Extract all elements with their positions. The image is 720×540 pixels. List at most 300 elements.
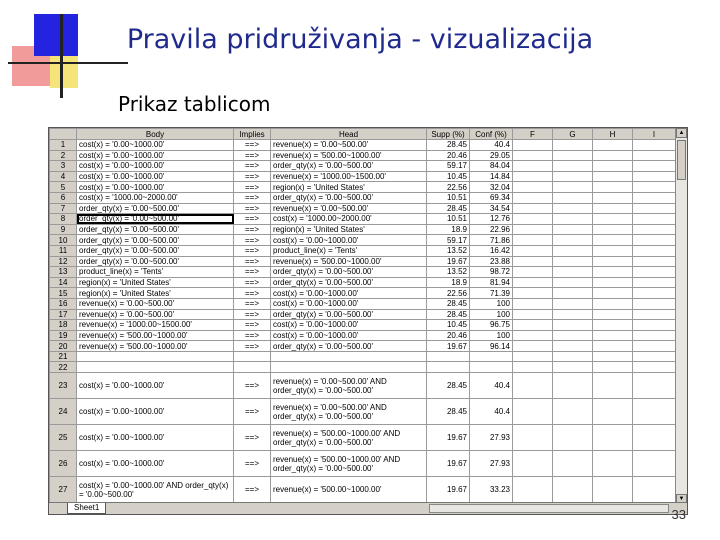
implies-cell[interactable]: ==> xyxy=(234,214,271,225)
empty-cell[interactable] xyxy=(633,298,676,309)
support-cell[interactable]: 10.51 xyxy=(427,214,470,225)
head-cell[interactable]: revenue(x) = '0.00~500.00' AND order_qty(x) = '0.00~500.00' xyxy=(271,399,427,425)
empty-cell[interactable] xyxy=(593,425,633,451)
implies-cell[interactable]: ==> xyxy=(234,235,271,246)
support-cell[interactable]: 10.51 xyxy=(427,192,470,203)
sheet-tab[interactable]: Sheet1 xyxy=(67,503,106,514)
empty-cell[interactable] xyxy=(593,235,633,246)
row-number[interactable]: 2 xyxy=(50,150,77,161)
empty-cell[interactable] xyxy=(513,351,553,362)
empty-cell[interactable] xyxy=(553,451,593,477)
body-cell[interactable]: revenue(x) = '1000.00~1500.00' xyxy=(77,320,234,331)
confidence-cell[interactable]: 81.94 xyxy=(470,277,513,288)
body-cell[interactable]: product_line(x) = 'Tents' xyxy=(77,267,234,278)
empty-cell[interactable] xyxy=(513,451,553,477)
empty-cell[interactable] xyxy=(513,362,553,373)
row-number[interactable]: 7 xyxy=(50,203,77,214)
implies-cell[interactable]: ==> xyxy=(234,256,271,267)
empty-cell[interactable] xyxy=(513,425,553,451)
support-cell[interactable]: 10.45 xyxy=(427,171,470,182)
confidence-cell[interactable]: 96.14 xyxy=(470,341,513,352)
support-cell[interactable]: 59.17 xyxy=(427,161,470,172)
head-cell[interactable]: order_qty(x) = '0.00~500.00' xyxy=(271,341,427,352)
support-cell[interactable]: 19.67 xyxy=(427,425,470,451)
head-cell[interactable]: revenue(x) = '1000.00~1500.00' xyxy=(271,171,427,182)
empty-cell[interactable] xyxy=(593,192,633,203)
empty-cell[interactable] xyxy=(553,182,593,193)
head-cell[interactable]: revenue(x) = '500.00~1000.00' xyxy=(271,477,427,503)
empty-cell[interactable] xyxy=(513,330,553,341)
empty-cell[interactable] xyxy=(553,192,593,203)
empty-cell[interactable] xyxy=(553,351,593,362)
empty-cell[interactable] xyxy=(633,330,676,341)
row-number[interactable]: 8 xyxy=(50,214,77,225)
table-row xyxy=(50,277,676,288)
implies-cell[interactable]: ==> xyxy=(234,320,271,331)
confidence-cell[interactable] xyxy=(470,351,513,362)
empty-cell[interactable] xyxy=(633,235,676,246)
implies-cell[interactable]: ==> xyxy=(234,373,271,399)
head-cell[interactable]: cost(x) = '0.00~1000.00' xyxy=(271,330,427,341)
implies-cell[interactable]: ==> xyxy=(234,224,271,235)
confidence-cell[interactable] xyxy=(470,362,513,373)
implies-cell[interactable]: ==> xyxy=(234,309,271,320)
head-cell[interactable]: revenue(x) = '0.00~500.00' AND order_qty(x) = '0.00~500.00' xyxy=(271,373,427,399)
empty-cell[interactable] xyxy=(633,399,676,425)
empty-cell[interactable] xyxy=(633,425,676,451)
table-row xyxy=(50,320,676,331)
support-cell[interactable]: 13.52 xyxy=(427,245,470,256)
body-cell[interactable]: revenue(x) = '0.00~500.00' xyxy=(77,309,234,320)
table-row xyxy=(50,256,676,267)
empty-cell[interactable] xyxy=(633,373,676,399)
empty-cell[interactable] xyxy=(593,224,633,235)
head-cell[interactable]: revenue(x) = '0.00~500.00' xyxy=(271,140,427,151)
empty-cell[interactable] xyxy=(553,309,593,320)
row-number[interactable]: 27 xyxy=(50,477,77,503)
table-row xyxy=(50,451,676,477)
empty-cell[interactable] xyxy=(633,224,676,235)
confidence-cell[interactable]: 40.4 xyxy=(470,140,513,151)
scroll-down-icon[interactable]: ▼ xyxy=(676,494,687,504)
row-number[interactable]: 23 xyxy=(50,373,77,399)
row-number[interactable]: 3 xyxy=(50,161,77,172)
table-row xyxy=(50,235,676,246)
confidence-cell[interactable]: 40.4 xyxy=(470,373,513,399)
confidence-cell[interactable]: 100 xyxy=(470,298,513,309)
empty-cell[interactable] xyxy=(553,161,593,172)
implies-cell[interactable]: ==> xyxy=(234,203,271,214)
confidence-cell[interactable]: 100 xyxy=(470,330,513,341)
confidence-cell[interactable]: 32.04 xyxy=(470,182,513,193)
head-cell[interactable]: order_qty(x) = '0.00~500.00' xyxy=(271,267,427,278)
empty-cell[interactable] xyxy=(633,171,676,182)
table-row xyxy=(50,309,676,320)
empty-cell[interactable] xyxy=(513,309,553,320)
empty-cell[interactable] xyxy=(553,224,593,235)
implies-cell[interactable]: ==> xyxy=(234,298,271,309)
empty-cell[interactable] xyxy=(593,477,633,503)
empty-cell[interactable] xyxy=(513,140,553,151)
body-cell[interactable]: revenue(x) = '500.00~1000.00' xyxy=(77,341,234,352)
empty-cell[interactable] xyxy=(633,309,676,320)
confidence-cell[interactable]: 33.23 xyxy=(470,477,513,503)
head-cell[interactable]: revenue(x) = '500.00~1000.00' AND order_qty(x) = '0.00~500.00' xyxy=(271,425,427,451)
body-cell[interactable]: cost(x) = '0.00~1000.00' xyxy=(77,140,234,151)
empty-cell[interactable] xyxy=(593,161,633,172)
empty-cell[interactable] xyxy=(553,477,593,503)
head-cell[interactable]: order_qty(x) = '0.00~500.00' xyxy=(271,309,427,320)
row-number[interactable]: 19 xyxy=(50,330,77,341)
empty-cell[interactable] xyxy=(593,351,633,362)
corner-cell[interactable] xyxy=(50,129,77,140)
head-cell[interactable]: order_qty(x) = '0.00~500.00' xyxy=(271,277,427,288)
head-cell[interactable] xyxy=(271,351,427,362)
row-number[interactable]: 11 xyxy=(50,245,77,256)
column-header[interactable]: F xyxy=(513,129,553,140)
body-cell[interactable]: order_qty(x) = '0.00~500.00' xyxy=(77,245,234,256)
column-header[interactable]: Implies xyxy=(234,129,271,140)
head-cell[interactable]: revenue(x) = '500.00~1000.00' xyxy=(271,150,427,161)
empty-cell[interactable] xyxy=(553,140,593,151)
empty-cell[interactable] xyxy=(553,256,593,267)
empty-cell[interactable] xyxy=(513,182,553,193)
empty-cell[interactable] xyxy=(593,182,633,193)
body-cell[interactable]: cost(x) = '0.00~1000.00' xyxy=(77,150,234,161)
empty-cell[interactable] xyxy=(513,203,553,214)
empty-cell[interactable] xyxy=(513,256,553,267)
empty-cell[interactable] xyxy=(593,150,633,161)
confidence-cell[interactable]: 27.93 xyxy=(470,451,513,477)
head-cell[interactable]: region(x) = 'United States' xyxy=(271,182,427,193)
body-cell[interactable]: cost(x) = '0.00~1000.00' xyxy=(77,425,234,451)
vertical-scrollbar[interactable] xyxy=(675,128,687,504)
row-number[interactable]: 26 xyxy=(50,451,77,477)
empty-cell[interactable] xyxy=(553,341,593,352)
implies-cell[interactable]: ==> xyxy=(234,451,271,477)
empty-cell[interactable] xyxy=(553,362,593,373)
support-cell[interactable] xyxy=(427,351,470,362)
confidence-cell[interactable]: 16.42 xyxy=(470,245,513,256)
support-cell[interactable]: 28.45 xyxy=(427,298,470,309)
confidence-cell[interactable]: 29.05 xyxy=(470,150,513,161)
implies-cell[interactable]: ==> xyxy=(234,425,271,451)
row-number[interactable]: 16 xyxy=(50,298,77,309)
body-cell[interactable]: revenue(x) = '500.00~1000.00' xyxy=(77,330,234,341)
empty-cell[interactable] xyxy=(633,277,676,288)
body-cell[interactable]: region(x) = 'United States' xyxy=(77,277,234,288)
empty-cell[interactable] xyxy=(633,451,676,477)
empty-cell[interactable] xyxy=(513,477,553,503)
empty-cell[interactable] xyxy=(513,192,553,203)
empty-cell[interactable] xyxy=(633,182,676,193)
empty-cell[interactable] xyxy=(633,192,676,203)
implies-cell[interactable]: ==> xyxy=(234,245,271,256)
implies-cell[interactable]: ==> xyxy=(234,288,271,299)
head-cell[interactable]: revenue(x) = '500.00~1000.00' AND order_qty(x) = '0.00~500.00' xyxy=(271,451,427,477)
head-cell[interactable]: cost(x) = '0.00~1000.00' xyxy=(271,320,427,331)
body-cell[interactable]: cost(x) = '1000.00~2000.00' xyxy=(77,192,234,203)
empty-cell[interactable] xyxy=(593,451,633,477)
empty-cell[interactable] xyxy=(553,203,593,214)
body-cell[interactable]: cost(x) = '0.00~1000.00' xyxy=(77,373,234,399)
empty-cell[interactable] xyxy=(513,150,553,161)
column-header[interactable]: H xyxy=(593,129,633,140)
support-cell[interactable]: 59.17 xyxy=(427,235,470,246)
empty-cell[interactable] xyxy=(633,267,676,278)
empty-cell[interactable] xyxy=(593,320,633,331)
empty-cell[interactable] xyxy=(553,150,593,161)
implies-cell[interactable]: ==> xyxy=(234,477,271,503)
empty-cell[interactable] xyxy=(553,245,593,256)
empty-cell[interactable] xyxy=(553,320,593,331)
empty-cell[interactable] xyxy=(593,203,633,214)
empty-cell[interactable] xyxy=(633,214,676,225)
empty-cell[interactable] xyxy=(593,341,633,352)
empty-cell[interactable] xyxy=(553,330,593,341)
body-cell[interactable]: cost(x) = '0.00~1000.00' xyxy=(77,161,234,172)
column-header[interactable]: Conf (%) xyxy=(470,129,513,140)
column-header[interactable]: Supp (%) xyxy=(427,129,470,140)
scroll-up-icon[interactable]: ▲ xyxy=(676,128,687,138)
support-cell[interactable]: 28.45 xyxy=(427,373,470,399)
implies-cell[interactable]: ==> xyxy=(234,182,271,193)
empty-cell[interactable] xyxy=(553,288,593,299)
empty-cell[interactable] xyxy=(513,161,553,172)
empty-cell[interactable] xyxy=(633,203,676,214)
support-cell[interactable]: 28.45 xyxy=(427,203,470,214)
row-number[interactable]: 10 xyxy=(50,235,77,246)
empty-cell[interactable] xyxy=(633,341,676,352)
empty-cell[interactable] xyxy=(513,267,553,278)
empty-cell[interactable] xyxy=(553,214,593,225)
empty-cell[interactable] xyxy=(593,140,633,151)
head-cell[interactable]: cost(x) = '1000.00~2000.00' xyxy=(271,214,427,225)
empty-cell[interactable] xyxy=(513,320,553,331)
implies-cell[interactable] xyxy=(234,351,271,362)
empty-cell[interactable] xyxy=(593,330,633,341)
body-cell[interactable]: cost(x) = '0.00~1000.00' xyxy=(77,182,234,193)
spreadsheet-grid xyxy=(49,128,676,503)
empty-cell[interactable] xyxy=(593,256,633,267)
empty-cell[interactable] xyxy=(513,277,553,288)
empty-cell[interactable] xyxy=(633,256,676,267)
body-cell[interactable]: revenue(x) = '0.00~500.00' xyxy=(77,298,234,309)
empty-cell[interactable] xyxy=(513,341,553,352)
table-row xyxy=(50,362,676,373)
body-cell[interactable]: cost(x) = '0.00~1000.00' xyxy=(77,171,234,182)
confidence-cell[interactable]: 71.39 xyxy=(470,288,513,299)
confidence-cell[interactable]: 22.96 xyxy=(470,224,513,235)
head-cell[interactable]: product_line(x) = 'Tents' xyxy=(271,245,427,256)
empty-cell[interactable] xyxy=(513,288,553,299)
empty-cell[interactable] xyxy=(513,245,553,256)
body-cell[interactable]: order_qty(x) = '0.00~500.00' xyxy=(77,214,234,225)
empty-cell[interactable] xyxy=(553,235,593,246)
head-cell[interactable]: cost(x) = '0.00~1000.00' xyxy=(271,288,427,299)
confidence-cell[interactable]: 40.4 xyxy=(470,399,513,425)
confidence-cell[interactable]: 12.76 xyxy=(470,214,513,225)
empty-cell[interactable] xyxy=(513,214,553,225)
support-cell[interactable]: 19.67 xyxy=(427,341,470,352)
support-cell[interactable]: 28.45 xyxy=(427,140,470,151)
empty-cell[interactable] xyxy=(633,477,676,503)
implies-cell[interactable]: ==> xyxy=(234,171,271,182)
support-cell[interactable]: 19.67 xyxy=(427,256,470,267)
column-header[interactable]: Body xyxy=(77,129,234,140)
row-number[interactable]: 6 xyxy=(50,192,77,203)
row-number[interactable]: 13 xyxy=(50,267,77,278)
empty-cell[interactable] xyxy=(593,245,633,256)
row-number[interactable]: 21 xyxy=(50,351,77,362)
table-row xyxy=(50,161,676,172)
empty-cell[interactable] xyxy=(513,399,553,425)
support-cell[interactable]: 22.56 xyxy=(427,288,470,299)
empty-cell[interactable] xyxy=(513,235,553,246)
support-cell[interactable] xyxy=(427,362,470,373)
empty-cell[interactable] xyxy=(633,245,676,256)
support-cell[interactable]: 22.56 xyxy=(427,182,470,193)
body-cell[interactable] xyxy=(77,351,234,362)
empty-cell[interactable] xyxy=(553,171,593,182)
table-row xyxy=(50,245,676,256)
row-number[interactable]: 25 xyxy=(50,425,77,451)
implies-cell[interactable]: ==> xyxy=(234,150,271,161)
confidence-cell[interactable]: 84.04 xyxy=(470,161,513,172)
body-cell[interactable] xyxy=(77,362,234,373)
confidence-cell[interactable]: 14.84 xyxy=(470,171,513,182)
head-cell[interactable]: cost(x) = '0.00~1000.00' xyxy=(271,235,427,246)
body-cell[interactable]: order_qty(x) = '0.00~500.00' xyxy=(77,224,234,235)
head-cell[interactable]: order_qty(x) = '0.00~500.00' xyxy=(271,192,427,203)
support-cell[interactable]: 28.45 xyxy=(427,399,470,425)
empty-cell[interactable] xyxy=(513,298,553,309)
support-cell[interactable]: 18.9 xyxy=(427,224,470,235)
sheet-tab-bar xyxy=(49,502,687,514)
empty-cell[interactable] xyxy=(633,140,676,151)
support-cell[interactable]: 18.9 xyxy=(427,277,470,288)
support-cell[interactable]: 19.67 xyxy=(427,477,470,503)
support-cell[interactable]: 13.52 xyxy=(427,267,470,278)
empty-cell[interactable] xyxy=(593,288,633,299)
empty-cell[interactable] xyxy=(593,277,633,288)
empty-cell[interactable] xyxy=(553,399,593,425)
support-cell[interactable]: 20.46 xyxy=(427,150,470,161)
implies-cell[interactable]: ==> xyxy=(234,330,271,341)
row-number[interactable]: 9 xyxy=(50,224,77,235)
row-number[interactable]: 4 xyxy=(50,171,77,182)
empty-cell[interactable] xyxy=(513,373,553,399)
row-number[interactable]: 24 xyxy=(50,399,77,425)
implies-cell[interactable]: ==> xyxy=(234,192,271,203)
body-cell[interactable]: order_qty(x) = '0.00~500.00' xyxy=(77,203,234,214)
row-number[interactable]: 5 xyxy=(50,182,77,193)
empty-cell[interactable] xyxy=(593,214,633,225)
table-row xyxy=(50,351,676,362)
body-cell[interactable]: cost(x) = '0.00~1000.00' xyxy=(77,451,234,477)
support-cell[interactable]: 10.45 xyxy=(427,320,470,331)
implies-cell[interactable]: ==> xyxy=(234,267,271,278)
row-number[interactable]: 14 xyxy=(50,277,77,288)
support-cell[interactable]: 20.46 xyxy=(427,330,470,341)
body-cell[interactable]: region(x) = 'United States' xyxy=(77,288,234,299)
confidence-cell[interactable]: 34.54 xyxy=(470,203,513,214)
confidence-cell[interactable]: 23.88 xyxy=(470,256,513,267)
row-number[interactable]: 20 xyxy=(50,341,77,352)
row-number[interactable]: 18 xyxy=(50,320,77,331)
implies-cell[interactable]: ==> xyxy=(234,277,271,288)
implies-cell[interactable]: ==> xyxy=(234,341,271,352)
column-header[interactable]: Head xyxy=(271,129,427,140)
support-cell[interactable]: 28.45 xyxy=(427,309,470,320)
implies-cell[interactable]: ==> xyxy=(234,399,271,425)
empty-cell[interactable] xyxy=(633,320,676,331)
slide-title: Pravila pridruživanja - vizualizacija xyxy=(126,24,594,55)
implies-cell[interactable]: ==> xyxy=(234,161,271,172)
empty-cell[interactable] xyxy=(593,399,633,425)
support-cell[interactable]: 19.67 xyxy=(427,451,470,477)
confidence-cell[interactable]: 69.34 xyxy=(470,192,513,203)
row-number[interactable]: 1 xyxy=(50,140,77,151)
head-cell[interactable]: revenue(x) = '500.00~1000.00' xyxy=(271,256,427,267)
head-cell[interactable]: order_qty(x) = '0.00~500.00' xyxy=(271,161,427,172)
confidence-cell[interactable]: 96.75 xyxy=(470,320,513,331)
empty-cell[interactable] xyxy=(553,425,593,451)
empty-cell[interactable] xyxy=(513,171,553,182)
empty-cell[interactable] xyxy=(593,267,633,278)
row-number[interactable]: 17 xyxy=(50,309,77,320)
confidence-cell[interactable]: 71.86 xyxy=(470,235,513,246)
empty-cell[interactable] xyxy=(593,171,633,182)
row-number[interactable]: 12 xyxy=(50,256,77,267)
body-cell[interactable]: order_qty(x) = '0.00~500.00' xyxy=(77,235,234,246)
empty-cell[interactable] xyxy=(633,150,676,161)
horizontal-scrollbar[interactable] xyxy=(429,504,669,513)
empty-cell[interactable] xyxy=(553,298,593,309)
head-cell[interactable]: region(x) = 'United States' xyxy=(271,224,427,235)
implies-cell[interactable] xyxy=(234,362,271,373)
head-cell[interactable]: cost(x) = '0.00~1000.00' xyxy=(271,298,427,309)
empty-cell[interactable] xyxy=(553,267,593,278)
head-cell[interactable]: revenue(x) = '0.00~500.00' xyxy=(271,203,427,214)
implies-cell[interactable]: ==> xyxy=(234,140,271,151)
row-number[interactable]: 22 xyxy=(50,362,77,373)
empty-cell[interactable] xyxy=(633,362,676,373)
row-number[interactable]: 15 xyxy=(50,288,77,299)
empty-cell[interactable] xyxy=(593,362,633,373)
body-cell[interactable]: order_qty(x) = '0.00~500.00' xyxy=(77,256,234,267)
empty-cell[interactable] xyxy=(593,373,633,399)
column-header[interactable]: I xyxy=(633,129,676,140)
scroll-thumb[interactable] xyxy=(677,140,686,180)
table-row xyxy=(50,171,676,182)
head-cell[interactable] xyxy=(271,362,427,373)
empty-cell[interactable] xyxy=(553,277,593,288)
empty-cell[interactable] xyxy=(633,161,676,172)
empty-cell[interactable] xyxy=(633,288,676,299)
confidence-cell[interactable]: 98.72 xyxy=(470,267,513,278)
empty-cell[interactable] xyxy=(513,224,553,235)
confidence-cell[interactable]: 100 xyxy=(470,309,513,320)
column-header[interactable]: G xyxy=(553,129,593,140)
empty-cell[interactable] xyxy=(593,298,633,309)
body-cell[interactable]: cost(x) = '0.00~1000.00' AND order_qty(x) = '0.00~500.00' xyxy=(77,477,234,503)
body-cell[interactable]: cost(x) = '0.00~1000.00' xyxy=(77,399,234,425)
confidence-cell[interactable]: 27.93 xyxy=(470,425,513,451)
empty-cell[interactable] xyxy=(593,309,633,320)
empty-cell[interactable] xyxy=(553,373,593,399)
empty-cell[interactable] xyxy=(633,351,676,362)
